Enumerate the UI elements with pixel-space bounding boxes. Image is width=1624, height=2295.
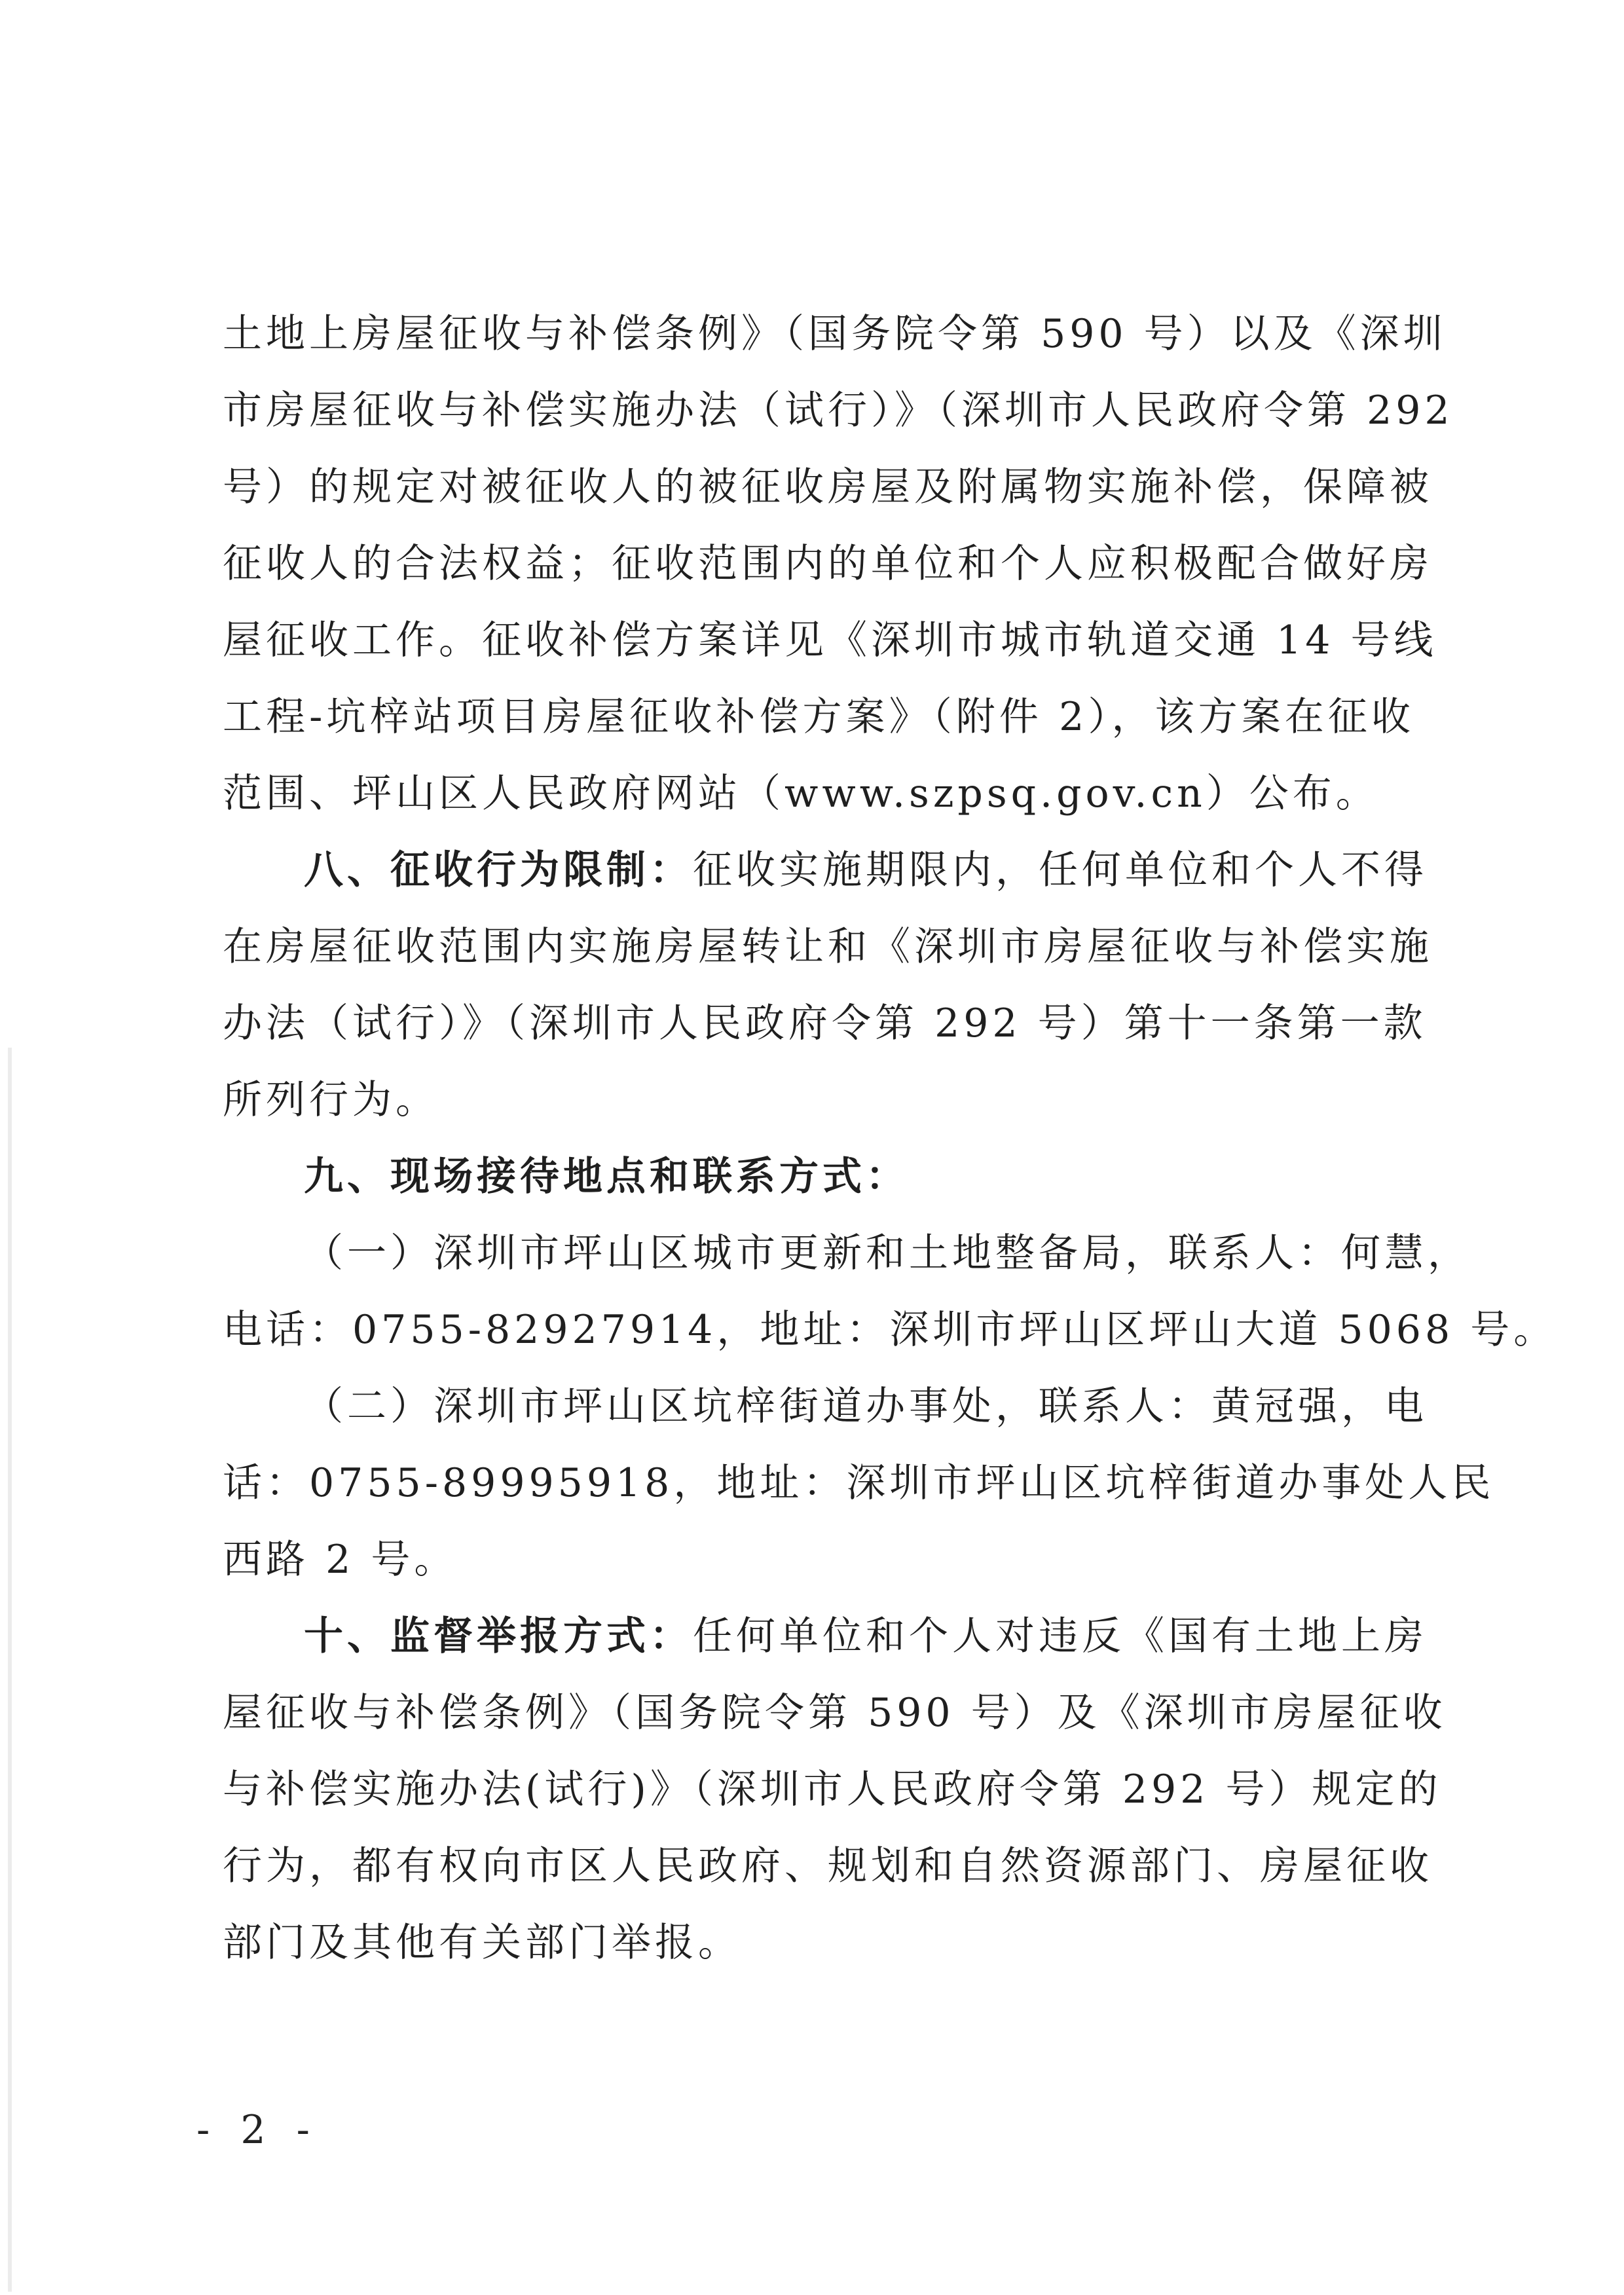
text-line: 屋征收工作。征收补偿方案详见《深圳市城市轨道交通 14 号线 [223,617,1437,663]
contact-2-line-3: 西路 2 号。 [223,1537,458,1583]
scan-edge-shadow [8,1048,12,2292]
contact-1-line-2: 电话：0755-82927914，地址：深圳市坪山区坪山大道 5068 号。 [223,1307,1557,1353]
section-10-heading: 十、监督举报方式： [304,1613,693,1659]
document-body [223,296,1557,1981]
text-line: 在房屋征收范围内实施房屋转让和《深圳市房屋征收与补偿实施 [223,924,1433,970]
contact-2-line-2: 话：0755-89995918，地址：深圳市坪山区坑梓街道办事处人民 [223,1460,1495,1506]
text-line: 土地上房屋征收与补偿条例》（国务院令第 590 号）以及《深圳 [223,311,1447,357]
section-9-heading: 九、现场接待地点和联系方式： [304,1154,909,1200]
text-line: 屋征收与补偿条例》（国务院令第 590 号）及《深圳市房屋征收 [223,1690,1447,1736]
text-line: 所列行为。 [223,1077,439,1123]
text-line: 市房屋征收与补偿实施办法（试行）》（深圳市人民政府令第 292 [223,388,1454,433]
text-line: 部门及其他有关部门举报。 [223,1920,741,1966]
page-number: - 2 - [196,2107,319,2153]
section-10-text: 任何单位和个人对违反《国有土地上房 [693,1613,1428,1659]
section-8-heading: 八、征收行为限制： [304,847,693,893]
section-10-first-line [223,1598,1428,1675]
text-line: 行为，都有权向市区人民政府、规划和自然资源部门、房屋征收 [223,1843,1433,1889]
text-line: 范围、坪山区人民政府网站（www.szpsq.gov.cn）公布。 [223,771,1379,817]
contact-1-line-1: （一）深圳市坪山区城市更新和土地整备局，联系人：何慧， [304,1230,1471,1276]
text-line: 号）的规定对被征收人的被征收房屋及附属物实施补偿，保障被 [223,464,1433,510]
contact-2-line-1: （二）深圳市坪山区坑梓街道办事处，联系人：黄冠强，电 [304,1384,1428,1429]
text-line: 办法（试行）》（深圳市人民政府令第 292 号）第十一条第一款 [223,1001,1427,1046]
text-line: 与补偿实施办法(试行)》（深圳市人民政府令第 292 号）规定的 [223,1767,1442,1812]
section-8-first-line [223,832,1428,909]
section-8-text: 征收实施期限内，任何单位和个人不得 [693,847,1428,893]
text-line: 工程-坑梓站项目房屋征收补偿方案》（附件 2），该方案在征收 [223,694,1414,740]
text-line: 征收人的合法权益；征收范围内的单位和个人应积极配合做好房 [223,541,1433,587]
